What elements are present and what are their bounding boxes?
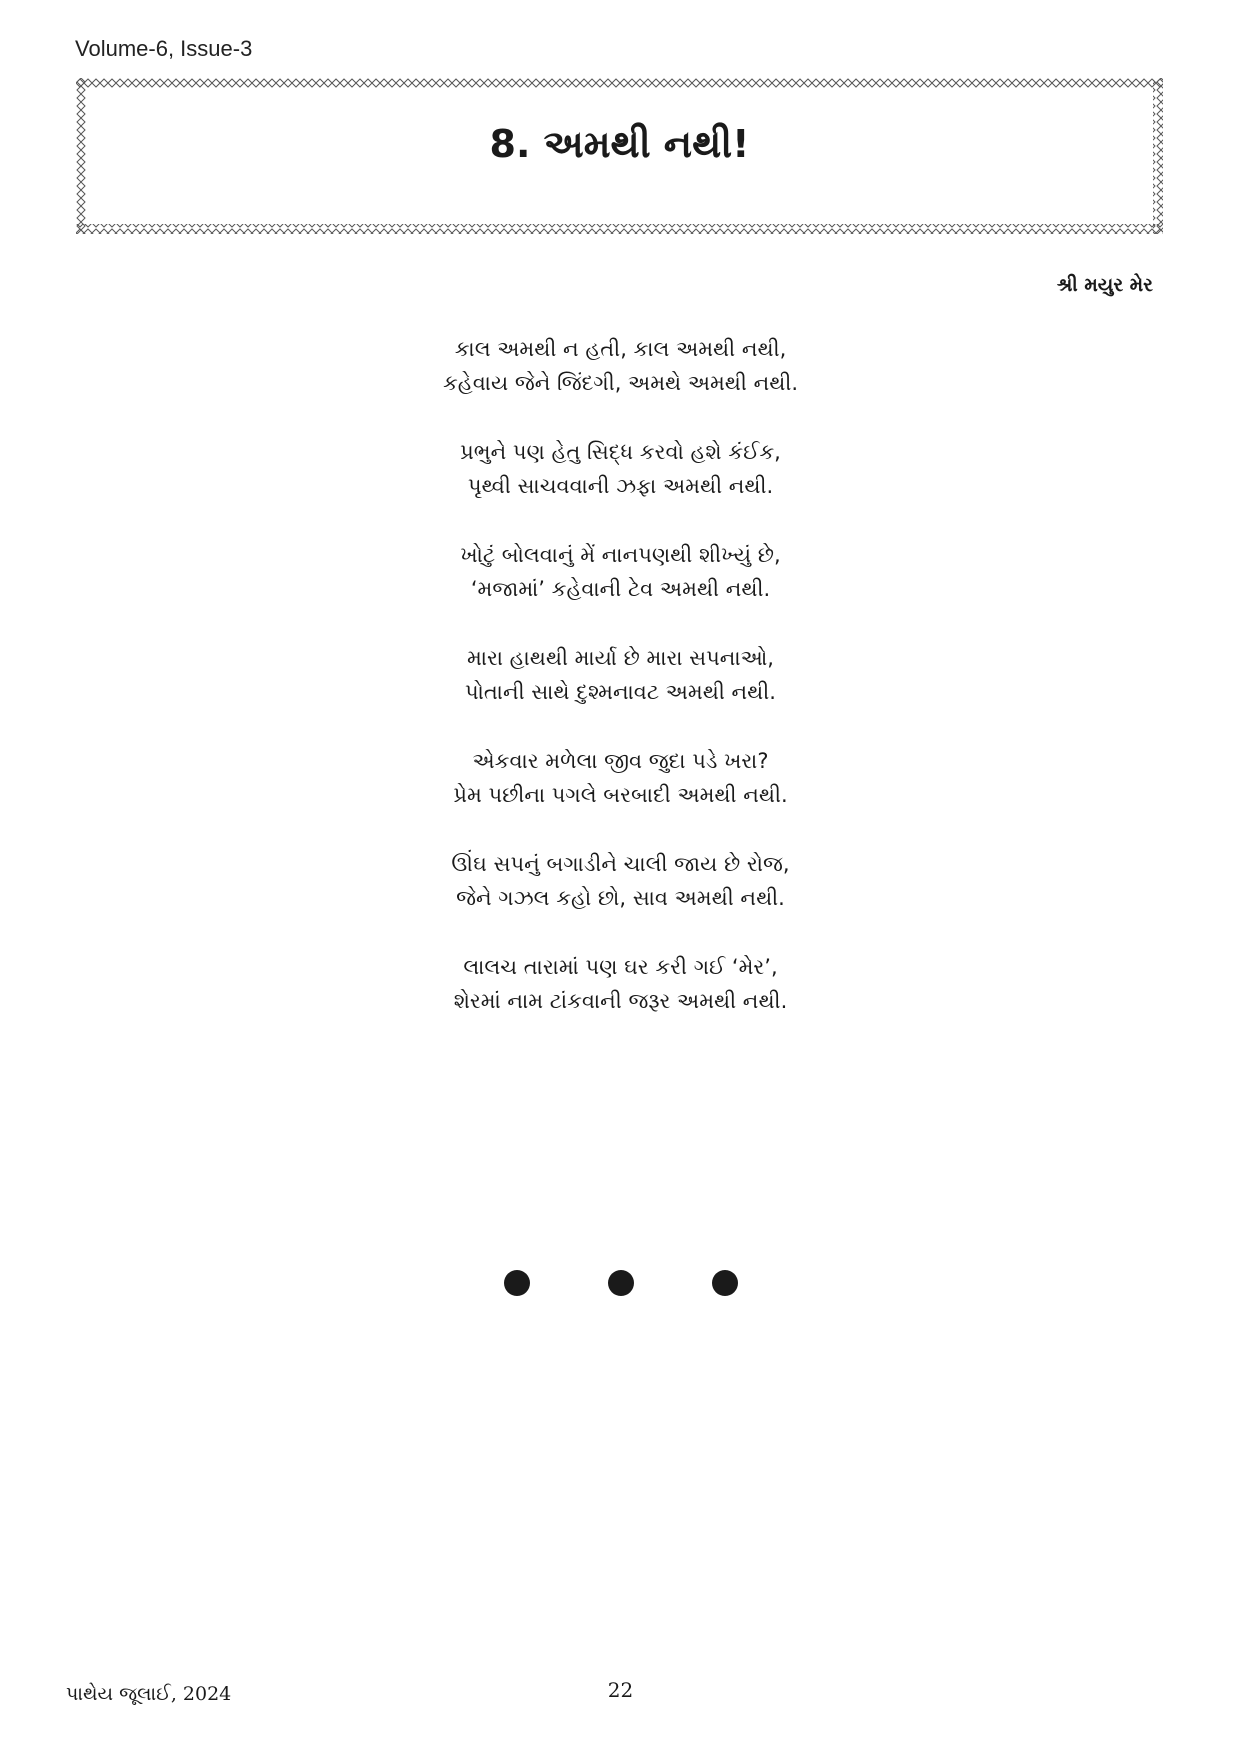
poem-line: ખોટું બોલવાનું મેં નાનપણથી શીખ્યું છે, xyxy=(460,543,781,567)
poem-stanza-3 xyxy=(0,538,1241,606)
author-name: શ્રી મયુર મેર xyxy=(1056,274,1153,296)
separator-dot xyxy=(712,1270,738,1296)
article-title: 8. અમથી નથી! xyxy=(489,122,750,166)
poem-line: પૃથ્વી સાચવવાની ઝફા અમથી નથી. xyxy=(467,474,774,498)
poem-line: એકવાર મળેલા જીવ જુદા પડે ખરા? xyxy=(472,749,769,773)
poem-stanza-7 xyxy=(0,950,1241,1018)
poem-line: શેરમાં નામ ટાંકવાની જરૂર અમથી નથી. xyxy=(453,989,788,1013)
separator-dot xyxy=(608,1270,634,1296)
publication-footer: પાથેય જૂલાઈ, 2024 xyxy=(66,1683,232,1705)
volume-issue-label: Volume-6, Issue-3 xyxy=(75,36,253,61)
separator-dot xyxy=(504,1270,530,1296)
poem-line: ‘મજામાં’ કહેવાની ટેવ અમથી નથી. xyxy=(470,577,771,601)
poem-line: કહેવાય જેને જિંદગી, અમથે અમથી નથી. xyxy=(442,371,799,395)
poem-stanza-6 xyxy=(0,847,1241,915)
poem-line: પ્રભુને પણ હેતુ સિદ્ધ કરવો હશે કંઈક, xyxy=(460,440,781,464)
poem-stanza-1 xyxy=(0,332,1241,400)
poem-stanza-2 xyxy=(0,435,1241,503)
poem-line: પોતાની સાથે દુશ્મનાવટ અમથી નથી. xyxy=(465,680,776,704)
poem-line: મારા હાથથી માર્યા છે મારા સપનાઓ, xyxy=(467,646,774,670)
poem-line: પ્રેમ પછીના પગલે બરબાદી અમથી નથી. xyxy=(453,783,788,807)
poem-line: ઊંઘ સપનું બગાડીને ચાલી જાય છે રોજ, xyxy=(451,852,790,876)
page-number: 22 xyxy=(607,1678,634,1702)
poem-stanza-5 xyxy=(0,744,1241,812)
poem xyxy=(0,332,1241,1053)
title-frame xyxy=(76,78,1163,234)
poem-stanza-4 xyxy=(0,641,1241,709)
poem-line: જેને ગઝલ કહો છો, સાવ અમથી નથી. xyxy=(456,886,785,910)
section-separator xyxy=(0,1270,1241,1296)
poem-line: કાલ અમથી ન હતી, કાલ અમથી નથી, xyxy=(454,337,787,361)
poem-line: લાલચ તારામાં પણ ઘર કરી ગઈ ‘મેર’, xyxy=(463,955,778,979)
